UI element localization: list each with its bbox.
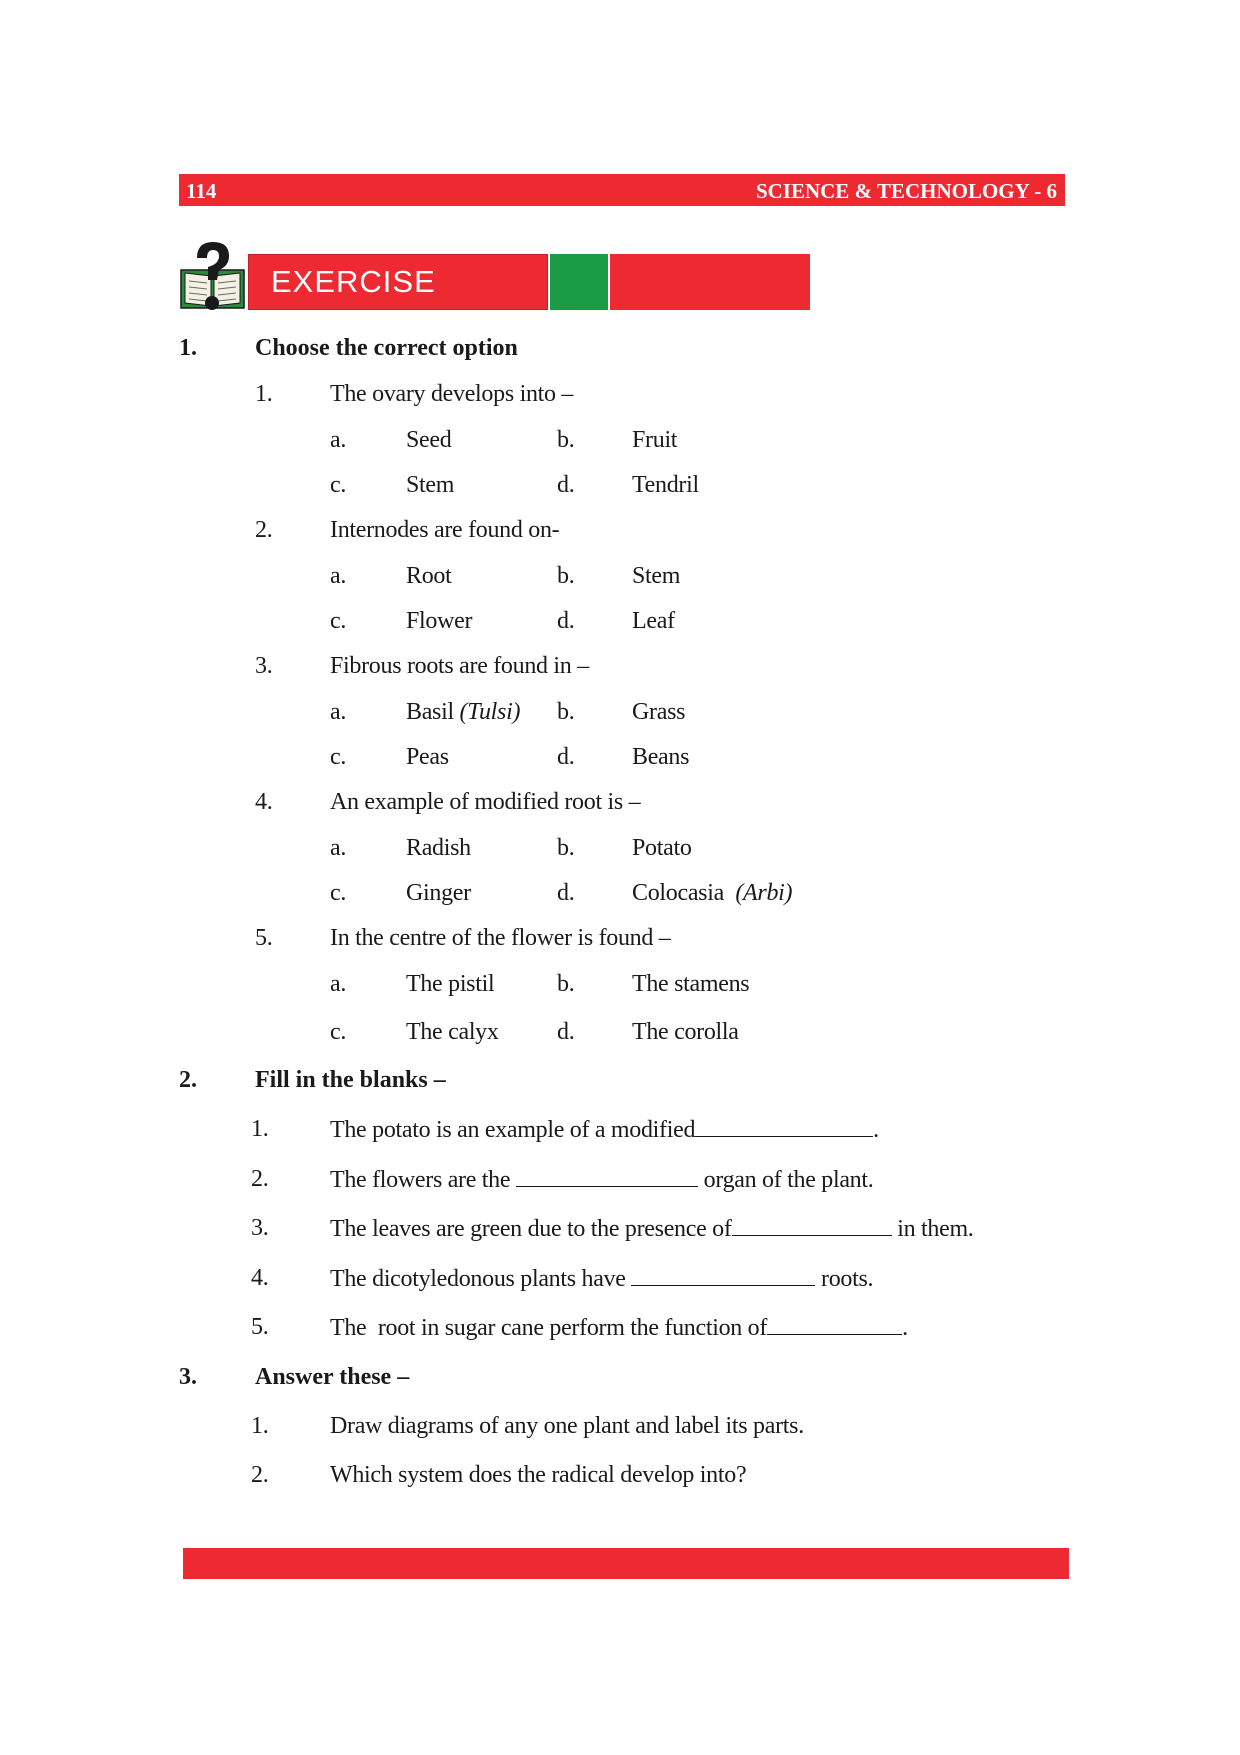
- blank-sentence: [330, 1116, 879, 1144]
- blank-sentence: [330, 1166, 873, 1194]
- option-text: Potato: [632, 835, 692, 861]
- option-text: The pistil: [406, 971, 495, 997]
- option-text: Fruit: [632, 427, 678, 453]
- question-number: 1.: [251, 1413, 269, 1439]
- option-text: The corolla: [632, 1019, 739, 1045]
- option-text: Peas: [406, 744, 449, 770]
- exercise-banner: [248, 254, 548, 310]
- blank-sentence: [330, 1314, 908, 1342]
- option-text: Seed: [406, 427, 452, 453]
- blank-before: The dicotyledonous plants have: [330, 1266, 626, 1292]
- section-title: Choose the correct option: [255, 335, 518, 361]
- blank-after: organ of the plant.: [703, 1167, 874, 1193]
- question-number: 1.: [255, 381, 273, 407]
- blank-before: The leaves are green due to the presence of: [330, 1216, 732, 1242]
- question-number: 2.: [255, 517, 273, 543]
- question-text: Draw diagrams of any one plant and label its parts.: [330, 1413, 804, 1439]
- blank-before: The potato is an example of a modified: [330, 1117, 696, 1143]
- option-letter: c.: [330, 608, 347, 634]
- blank-before: The root in sugar cane perform the function of: [330, 1315, 768, 1341]
- option-letter: b.: [557, 699, 575, 725]
- book-title: SCIENCE & TECHNOLOGY - 6: [755, 179, 1057, 203]
- option-letter: b.: [557, 835, 575, 861]
- blank-after: in them.: [897, 1216, 974, 1242]
- banner-green-block: [550, 254, 608, 310]
- answer-blank: [631, 1265, 815, 1286]
- option-text: Beans: [632, 744, 690, 770]
- question-number: 2.: [251, 1462, 269, 1488]
- option-letter: b.: [557, 427, 575, 453]
- option-letter: a.: [330, 971, 347, 997]
- answer-blank: [695, 1116, 873, 1137]
- option-main: Colocasia: [632, 880, 724, 906]
- option-letter: c.: [330, 472, 347, 498]
- option-letter: c.: [330, 1019, 347, 1045]
- header-bar: [179, 174, 1065, 206]
- option-text: Radish: [406, 835, 471, 861]
- blank-number: 1.: [251, 1116, 269, 1142]
- option-letter: a.: [330, 835, 347, 861]
- blank-after: .: [873, 1117, 879, 1143]
- answer-blank: [516, 1166, 698, 1187]
- option-text: Stem: [406, 472, 455, 498]
- option-text: [406, 699, 520, 726]
- question-text: Which system does the radical develop into?: [330, 1462, 747, 1488]
- option-italic-note: (Tulsi): [459, 699, 521, 725]
- option-text: Stem: [632, 563, 681, 589]
- answer-blank: [767, 1314, 902, 1335]
- blank-number: 4.: [251, 1265, 269, 1291]
- option-text: The calyx: [406, 1019, 499, 1045]
- banner-red-block: [610, 254, 810, 310]
- page-number: 114: [186, 179, 217, 203]
- option-text: Tendril: [632, 472, 699, 498]
- option-letter: a.: [330, 427, 347, 453]
- option-letter: d.: [557, 608, 575, 634]
- question-text: An example of modified root is –: [330, 789, 641, 815]
- option-text: Flower: [406, 608, 473, 634]
- option-letter: a.: [330, 699, 347, 725]
- section-number: 3.: [179, 1364, 197, 1390]
- question-text: The ovary develops into –: [330, 381, 574, 407]
- answer-blank: [732, 1215, 892, 1236]
- blank-sentence: [330, 1215, 974, 1243]
- option-italic-note: (Arbi): [735, 880, 793, 906]
- option-text: Leaf: [632, 608, 675, 634]
- option-letter: c.: [330, 880, 347, 906]
- option-letter: b.: [557, 971, 575, 997]
- option-letter: d.: [557, 880, 575, 906]
- option-letter: d.: [557, 472, 575, 498]
- section-title: Answer these –: [255, 1364, 410, 1390]
- option-letter: a.: [330, 563, 347, 589]
- section-number: 2.: [179, 1067, 197, 1093]
- blank-after: .: [902, 1315, 908, 1341]
- section-title: Fill in the blanks –: [255, 1067, 446, 1093]
- question-text: Fibrous roots are found in –: [330, 653, 589, 679]
- blank-number: 5.: [251, 1314, 269, 1340]
- blank-sentence: [330, 1265, 873, 1293]
- blank-after: roots.: [821, 1266, 874, 1292]
- question-number: 4.: [255, 789, 273, 815]
- blank-number: 3.: [251, 1215, 269, 1241]
- question-text: In the centre of the flower is found –: [330, 925, 671, 951]
- option-text: Ginger: [406, 880, 471, 906]
- option-letter: c.: [330, 744, 347, 770]
- question-text: Internodes are found on-: [330, 517, 560, 543]
- option-letter: d.: [557, 1019, 575, 1045]
- exercise-title: EXERCISE: [271, 264, 436, 299]
- option-text: [632, 880, 792, 907]
- option-text: Root: [406, 563, 452, 589]
- blank-number: 2.: [251, 1166, 269, 1192]
- question-book-icon: [179, 240, 246, 312]
- option-letter: b.: [557, 563, 575, 589]
- question-number: 3.: [255, 653, 273, 679]
- footer-bar: [183, 1548, 1069, 1579]
- option-text: Grass: [632, 699, 686, 725]
- section-number: 1.: [179, 335, 197, 361]
- question-number: 5.: [255, 925, 273, 951]
- option-main: Basil: [406, 699, 454, 725]
- option-letter: d.: [557, 744, 575, 770]
- blank-before: The flowers are the: [330, 1167, 511, 1193]
- option-text: The stamens: [632, 971, 750, 997]
